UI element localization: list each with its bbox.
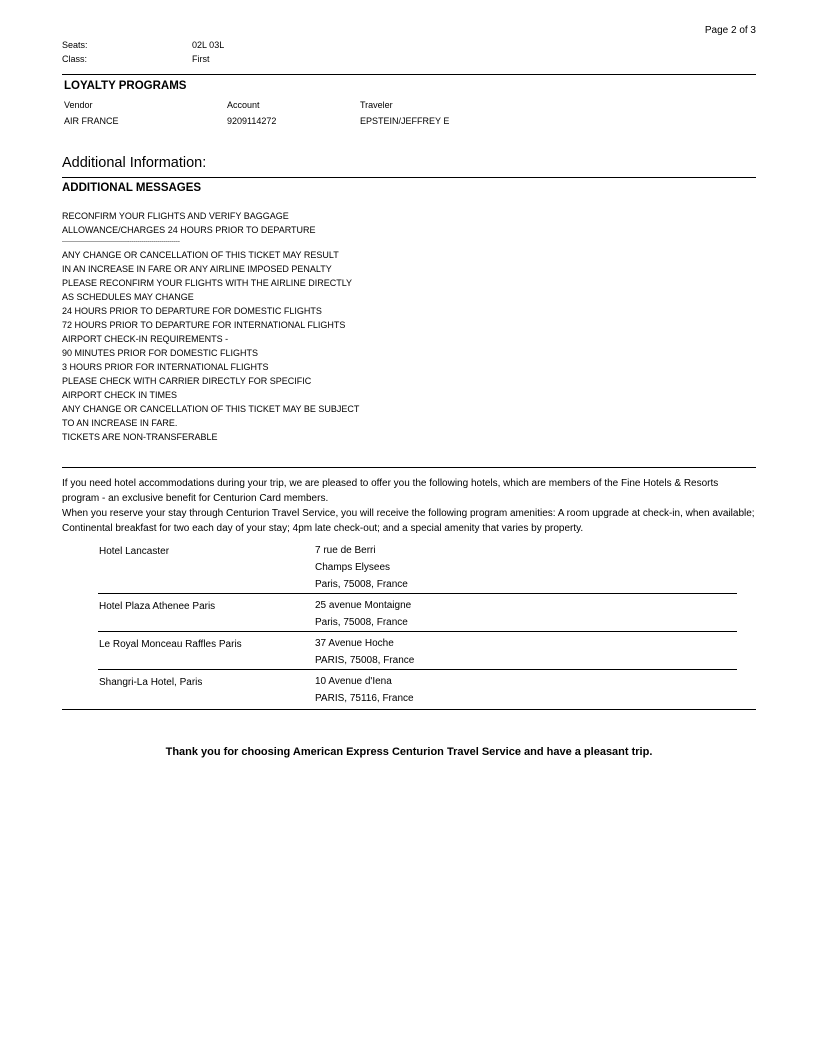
hotel-row bbox=[98, 632, 737, 670]
hotel-name: Hotel Lancaster bbox=[99, 546, 170, 557]
hotel-list bbox=[62, 542, 756, 710]
message-line: ANY CHANGE OR CANCELLATION OF THIS TICKET MAY RESULT bbox=[62, 250, 339, 260]
hotel-address-line: 10 Avenue d'Iena bbox=[315, 676, 392, 687]
hotel-address-line: PARIS, 75008, France bbox=[315, 655, 415, 666]
loyalty-account-value: 9209114272 bbox=[227, 116, 277, 126]
hotel-address-line: 25 avenue Montaigne bbox=[315, 600, 412, 611]
hotel-address-line: PARIS, 75116, France bbox=[315, 693, 414, 704]
hotel-address bbox=[315, 597, 737, 631]
hotel-row bbox=[98, 594, 737, 632]
hotel-address-line: 7 rue de Berri bbox=[315, 545, 376, 556]
hotel-address bbox=[315, 673, 756, 709]
hotel-address-line: Champs Elysees bbox=[315, 562, 391, 573]
message-line: IN AN INCREASE IN FARE OR ANY AIRLINE IMPOSED PENALTY bbox=[62, 264, 332, 274]
message-line: 24 HOURS PRIOR TO DEPARTURE FOR DOMESTIC FLIGHTS bbox=[62, 306, 322, 316]
message-line: PLEASE CHECK WITH CARRIER DIRECTLY FOR SPECIFIC bbox=[62, 376, 312, 386]
loyalty-header-vendor: Vendor bbox=[64, 100, 93, 110]
hotels-divider bbox=[62, 467, 756, 468]
closing-message: Thank you for choosing American Express Centurion Travel Service and have a pleasant trip. bbox=[165, 746, 653, 758]
hotel-amenities-paragraph: When you reserve your stay through Centurion Travel Service, you will receive the following program amenities: A room upgrade at check-in, when available; Continental breakfast for two each day of your stay; 4pm late check-out; and a special amenity that varies by property. bbox=[62, 508, 755, 534]
loyalty-divider bbox=[62, 74, 756, 75]
message-line: ANY CHANGE OR CANCELLATION OF THIS TICKET MAY BE SUBJECT bbox=[62, 404, 360, 414]
loyalty-traveler-value: EPSTEIN/JEFFREY E bbox=[360, 116, 450, 126]
hotel-name: Shangri-La Hotel, Paris bbox=[99, 677, 203, 688]
additional-messages-title: ADDITIONAL MESSAGES bbox=[62, 182, 202, 194]
message-line: AIRPORT CHECK-IN REQUIREMENTS - bbox=[62, 334, 229, 344]
message-line: RECONFIRM YOUR FLIGHTS AND VERIFY BAGGAGE bbox=[62, 211, 289, 221]
seats-value: 02L 03L bbox=[192, 40, 225, 50]
loyalty-header-traveler: Traveler bbox=[360, 100, 393, 110]
loyalty-programs-title: LOYALTY PROGRAMS bbox=[64, 80, 187, 92]
class-value: First bbox=[192, 54, 210, 64]
message-line: PLEASE RECONFIRM YOUR FLIGHTS WITH THE AIRLINE DIRECTLY bbox=[62, 278, 353, 288]
loyalty-vendor-value: AIR FRANCE bbox=[64, 116, 119, 126]
hotel-name: Hotel Plaza Athenee Paris bbox=[99, 601, 216, 612]
class-label: Class: bbox=[62, 54, 88, 64]
message-line: 3 HOURS PRIOR FOR INTERNATIONAL FLIGHTS bbox=[62, 362, 269, 372]
hotel-address bbox=[315, 635, 737, 669]
messages-divider bbox=[62, 177, 756, 178]
page-number: Page 2 of 3 bbox=[704, 25, 756, 36]
seats-label: Seats: bbox=[62, 40, 88, 50]
hotel-intro-paragraph: If you need hotel accommodations during your trip, we are pleased to offer you the following hotels, which are members of the Fine Hotels & Resorts program - an exclusive benefit for Centurion Card members. bbox=[62, 478, 719, 504]
hotel-row bbox=[98, 542, 737, 594]
message-line: TO AN INCREASE IN FARE. bbox=[62, 418, 178, 428]
message-separator: ----------------------------------------------------------- bbox=[62, 239, 180, 245]
hotel-row bbox=[62, 670, 756, 710]
message-line: 72 HOURS PRIOR TO DEPARTURE FOR INTERNATIONAL FLIGHTS bbox=[62, 320, 346, 330]
message-line: AS SCHEDULES MAY CHANGE bbox=[62, 292, 194, 302]
message-line: AIRPORT CHECK IN TIMES bbox=[62, 390, 178, 400]
loyalty-header-account: Account bbox=[227, 100, 260, 110]
hotel-address-line: Paris, 75008, France bbox=[315, 579, 408, 590]
hotel-address-line: Paris, 75008, France bbox=[315, 617, 408, 628]
additional-messages-list bbox=[62, 209, 359, 444]
additional-info-heading: Additional Information: bbox=[62, 155, 207, 171]
hotel-address-line: 37 Avenue Hoche bbox=[315, 638, 394, 649]
hotel-name: Le Royal Monceau Raffles Paris bbox=[99, 639, 242, 650]
message-line: ALLOWANCE/CHARGES 24 HOURS PRIOR TO DEPARTURE bbox=[62, 225, 316, 235]
message-line: TICKETS ARE NON-TRANSFERABLE bbox=[62, 432, 218, 442]
message-line: 90 MINUTES PRIOR FOR DOMESTIC FLIGHTS bbox=[62, 348, 259, 358]
hotel-intro bbox=[62, 476, 756, 536]
hotel-address bbox=[315, 542, 737, 593]
